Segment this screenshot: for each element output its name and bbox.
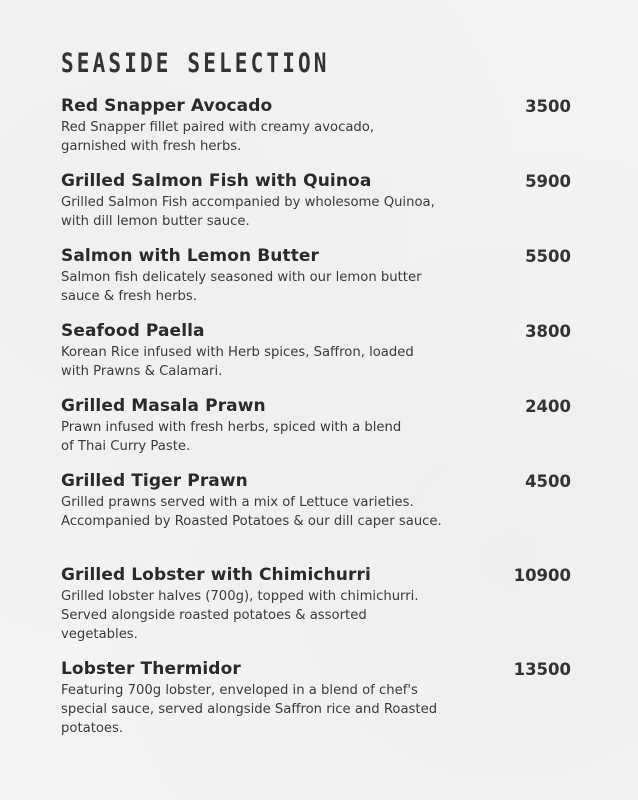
item-description: Korean Rice infused with Herb spices, Saffron, loaded with Prawns & Calamari. (61, 345, 414, 379)
item-name: Lobster Thermidor (61, 659, 241, 679)
item-price: 5900 (525, 172, 571, 191)
item-name: Seafood Paella (61, 321, 205, 341)
item-description: Grilled lobster halves (700g), topped with chimichurri. Served alongside roasted potatoes & assorted vegetables. (61, 589, 419, 642)
menu-item (61, 319, 581, 394)
item-price: 5500 (525, 247, 571, 266)
item-price: 2400 (525, 397, 571, 416)
item-description: Red Snapper fillet paired with creamy avocado, garnished with fresh herbs. (61, 120, 375, 154)
item-description: Featuring 700g lobster, enveloped in a blend of chef's special sauce, served alongside Saffron rice and Roasted potatoes. (61, 683, 438, 736)
item-price: 3500 (525, 97, 571, 116)
menu-item (61, 244, 581, 319)
item-name: Grilled Tiger Prawn (61, 471, 248, 491)
item-name: Grilled Masala Prawn (61, 396, 266, 416)
item-name: Grilled Salmon Fish with Quinoa (61, 171, 372, 191)
menu-item (61, 94, 581, 169)
menu-item (61, 563, 581, 657)
section-title: SEASIDE SELECTION (61, 48, 330, 79)
item-description: Salmon fish delicately seasoned with our lemon butter sauce & fresh herbs. (61, 270, 422, 304)
item-price: 3800 (525, 322, 571, 341)
menu-list (61, 94, 581, 751)
item-name: Salmon with Lemon Butter (61, 246, 320, 266)
item-name: Red Snapper Avocado (61, 96, 273, 116)
item-price: 4500 (525, 472, 571, 491)
item-name: Grilled Lobster with Chimichurri (61, 565, 371, 585)
menu-item (61, 394, 581, 469)
item-description: Prawn infused with fresh herbs, spiced with a blend of Thai Curry Paste. (61, 420, 402, 454)
item-price: 13500 (513, 660, 571, 679)
menu-item (61, 169, 581, 244)
item-description: Grilled Salmon Fish accompanied by wholesome Quinoa, with dill lemon butter sauce. (61, 195, 435, 229)
item-price: 10900 (513, 566, 571, 585)
menu-item (61, 657, 581, 751)
menu-item (61, 469, 581, 563)
item-description: Grilled prawns served with a mix of Lettuce varieties. Accompanied by Roasted Potatoes & our dill caper sauce. (61, 495, 442, 529)
